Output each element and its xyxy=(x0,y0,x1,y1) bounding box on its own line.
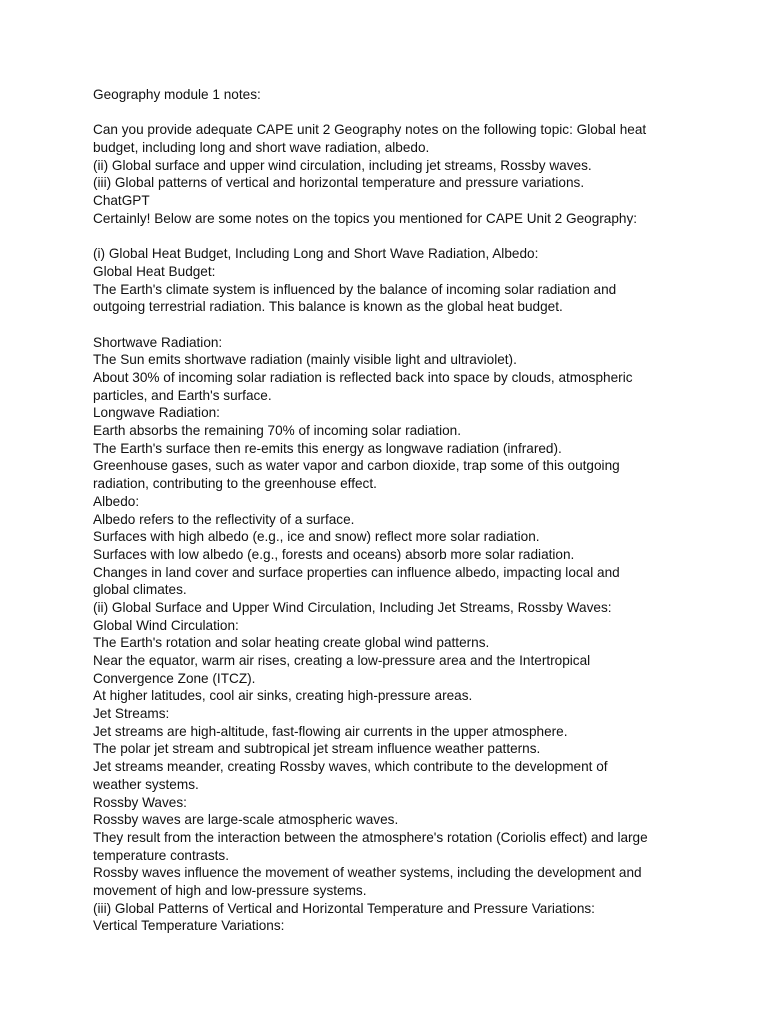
text-line: Surfaces with low albedo (e.g., forests and oceans) absorb more solar radiation. xyxy=(93,546,575,562)
subsection-heading: Shortwave Radiation: xyxy=(93,334,223,350)
text-line: global climates. xyxy=(93,582,187,598)
text-line: Greenhouse gases, such as water vapor and carbon dioxide, trap some of this outgoing xyxy=(93,458,620,474)
text-line: The polar jet stream and subtropical jet stream influence weather patterns. xyxy=(93,741,541,757)
text-line: Earth absorbs the remaining 70% of incoming solar radiation. xyxy=(93,423,461,439)
subsection-heading: Vertical Temperature Variations: xyxy=(93,918,285,934)
text-line: Surfaces with high albedo (e.g., ice and snow) reflect more solar radiation. xyxy=(93,529,540,545)
text-line: temperature contrasts. xyxy=(93,847,229,863)
text-line: They result from the interaction between the atmosphere's rotation (Coriolis effect) and large xyxy=(93,829,648,845)
text-line: Rossby waves are large-scale atmospheric waves. xyxy=(93,812,399,828)
section-heading: (ii) Global Surface and Upper Wind Circulation, Including Jet Streams, Rossby Waves: xyxy=(93,599,612,615)
text-line: outgoing terrestrial radiation. This balance is known as the global heat budget. xyxy=(93,299,563,315)
text-line: Jet streams meander, creating Rossby waves, which contribute to the development of xyxy=(93,759,608,775)
text-line: Jet streams are high-altitude, fast-flowing air currents in the upper atmosphere. xyxy=(93,723,568,739)
text-line: Changes in land cover and surface properties can influence albedo, impacting local and xyxy=(93,564,620,580)
document-body xyxy=(93,86,713,935)
text-line: (ii) Global surface and upper wind circulation, including jet streams, Rossby waves. xyxy=(93,157,592,173)
subsection-heading: Longwave Radiation: xyxy=(93,405,220,421)
text-line: weather systems. xyxy=(93,776,199,792)
text-line: Certainly! Below are some notes on the topics you mentioned for CAPE Unit 2 Geography: xyxy=(93,210,638,226)
subsection-heading: Global Wind Circulation: xyxy=(93,617,239,633)
text-line: The Sun emits shortwave radiation (mainly visible light and ultraviolet). xyxy=(93,352,517,368)
text-line: budget, including long and short wave radiation, albedo. xyxy=(93,140,430,156)
blank-line xyxy=(93,104,713,122)
section-heading: (i) Global Heat Budget, Including Long and Short Wave Radiation, Albedo: xyxy=(93,246,539,262)
text-line: Rossby waves influence the movement of weather systems, including the development and xyxy=(93,865,642,881)
text-line: radiation, contributing to the greenhouse effect. xyxy=(93,476,377,492)
subsection-heading: Jet Streams: xyxy=(93,706,170,722)
doc-title: Geography module 1 notes: xyxy=(93,87,261,102)
subsection-heading: Global Heat Budget: xyxy=(93,263,216,279)
text-line: At higher latitudes, cool air sinks, creating high-pressure areas. xyxy=(93,688,473,704)
section-heading: (iii) Global Patterns of Vertical and Horizontal Temperature and Pressure Variations: xyxy=(93,900,595,916)
text-line: Albedo refers to the reflectivity of a surface. xyxy=(93,511,355,527)
text-line: (iii) Global patterns of vertical and horizontal temperature and pressure variations. xyxy=(93,175,585,191)
text-line: Near the equator, warm air rises, creating a low-pressure area and the Intertropical xyxy=(93,653,591,668)
text-line: The Earth's surface then re-emits this energy as longwave radiation (infrared). xyxy=(93,440,562,456)
text-line: Convergence Zone (ITCZ). xyxy=(93,670,256,686)
text-line: Can you provide adequate CAPE unit 2 Geography notes on the following topic: Global heat xyxy=(93,122,647,138)
subsection-heading: Rossby Waves: xyxy=(93,794,187,810)
text-line: The Earth's rotation and solar heating create global wind patterns. xyxy=(93,635,490,651)
text-line: movement of high and low-pressure systems. xyxy=(93,882,367,898)
blank-line xyxy=(93,228,713,246)
text-line: particles, and Earth's surface. xyxy=(93,387,272,403)
text-line: About 30% of incoming solar radiation is reflected back into space by clouds, atmospheric xyxy=(93,370,633,385)
text-line: The Earth's climate system is influenced by the balance of incoming solar radiation and xyxy=(93,281,617,297)
subsection-heading: Albedo: xyxy=(93,493,140,509)
speaker-label: ChatGPT xyxy=(93,193,150,209)
blank-line xyxy=(93,316,713,334)
